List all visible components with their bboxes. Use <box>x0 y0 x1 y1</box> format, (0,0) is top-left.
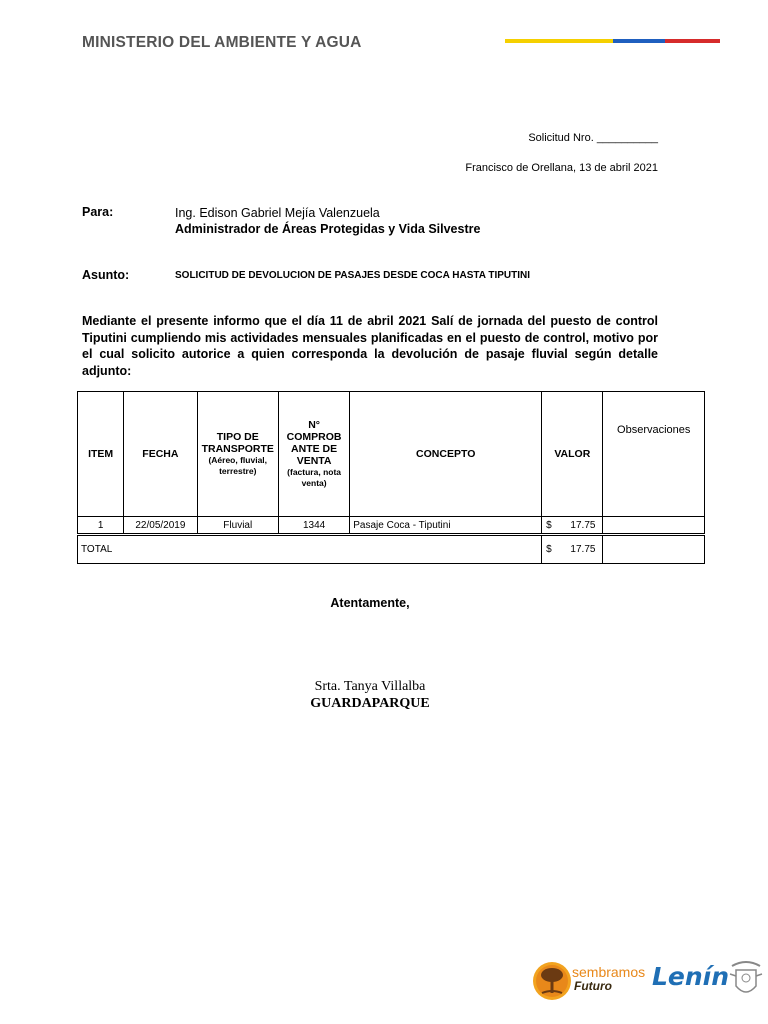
header-comprob-sub: (factura, nota venta) <box>287 467 342 488</box>
logo-sembramos-text: sembramos <box>572 964 646 980</box>
cell-item: 1 <box>78 517 124 534</box>
header-tipo-sub: (Aéreo, fluvial, terrestre) <box>208 455 268 476</box>
cell-valor <box>542 517 603 534</box>
header-valor: VALOR <box>542 392 603 517</box>
detail-table <box>77 391 705 564</box>
lenin-logo: Lenín <box>652 962 730 991</box>
total-label: TOTAL <box>78 536 542 564</box>
asunto-text: SOLICITUD DE DEVOLUCION DE PASAJES DESDE COCA HASTA TIPUTINI <box>175 270 531 281</box>
header-tipo-label: TIPO DE TRANSPORTE <box>201 431 274 455</box>
coat-of-arms-icon <box>728 958 764 1002</box>
para-recipient <box>175 205 480 237</box>
sembramos-futuro-logo <box>532 961 646 1001</box>
cell-comprob: 1344 <box>278 517 349 534</box>
flag-blue <box>613 39 665 43</box>
table-row <box>78 517 705 534</box>
signer-position: GUARDAPARQUE <box>310 696 430 711</box>
header-observaciones: Observaciones <box>603 392 705 517</box>
flag-red <box>665 39 720 43</box>
header-comprob-label: N° COMPROB ANTE DE VENTA <box>286 419 342 467</box>
flag-yellow <box>505 39 613 43</box>
signer-name: Srta. Tanya Villalba <box>314 679 426 694</box>
header-comprob <box>278 392 349 517</box>
table-total-row <box>78 536 705 564</box>
para-label: Para: <box>82 205 114 219</box>
place-date: Francisco de Orellana, 13 de abril 2021 <box>465 162 658 174</box>
total-valor <box>542 536 603 564</box>
flag-stripe <box>505 39 720 43</box>
recipient-title: Administrador de Áreas Protegidas y Vida Silvestre <box>175 222 481 236</box>
cell-observaciones <box>603 517 705 534</box>
ministry-header: MINISTERIO DEL AMBIENTE Y AGUA <box>82 34 362 51</box>
total-currency: $ <box>546 544 552 555</box>
solicitud-number: Solicitud Nro. __________ <box>528 132 658 144</box>
header-tipo <box>197 392 278 517</box>
recipient-name: Ing. Edison Gabriel Mejía Valenzuela <box>175 206 380 220</box>
cell-concepto: Pasaje Coca - Tiputini <box>350 517 542 534</box>
body-paragraph: Mediante el presente informo que el día 11 de abril 2021 Salí de jornada del puesto de control Tiputini cumpliendo mis actividades mensuales planificadas en el puesto de control, motivo por el cual solicito autorice a quien corresponda la devolución de pasaje fluvial según detalle adjunto: <box>82 314 658 378</box>
cell-currency: $ <box>546 519 552 531</box>
cell-fecha: 22/05/2019 <box>124 517 197 534</box>
asunto-label: Asunto: <box>82 268 130 282</box>
closing: Atentamente, <box>330 596 410 610</box>
cell-tipo: Fluvial <box>197 517 278 534</box>
cell-valor-amount: 17.75 <box>570 519 596 531</box>
header-item: ITEM <box>78 392 124 517</box>
table-header-row <box>78 392 705 517</box>
total-observaciones <box>603 536 705 564</box>
header-concepto: CONCEPTO <box>350 392 542 517</box>
header-fecha: FECHA <box>124 392 197 517</box>
logo-futuro-text: Futuro <box>574 979 612 993</box>
total-amount: 17.75 <box>570 544 596 555</box>
